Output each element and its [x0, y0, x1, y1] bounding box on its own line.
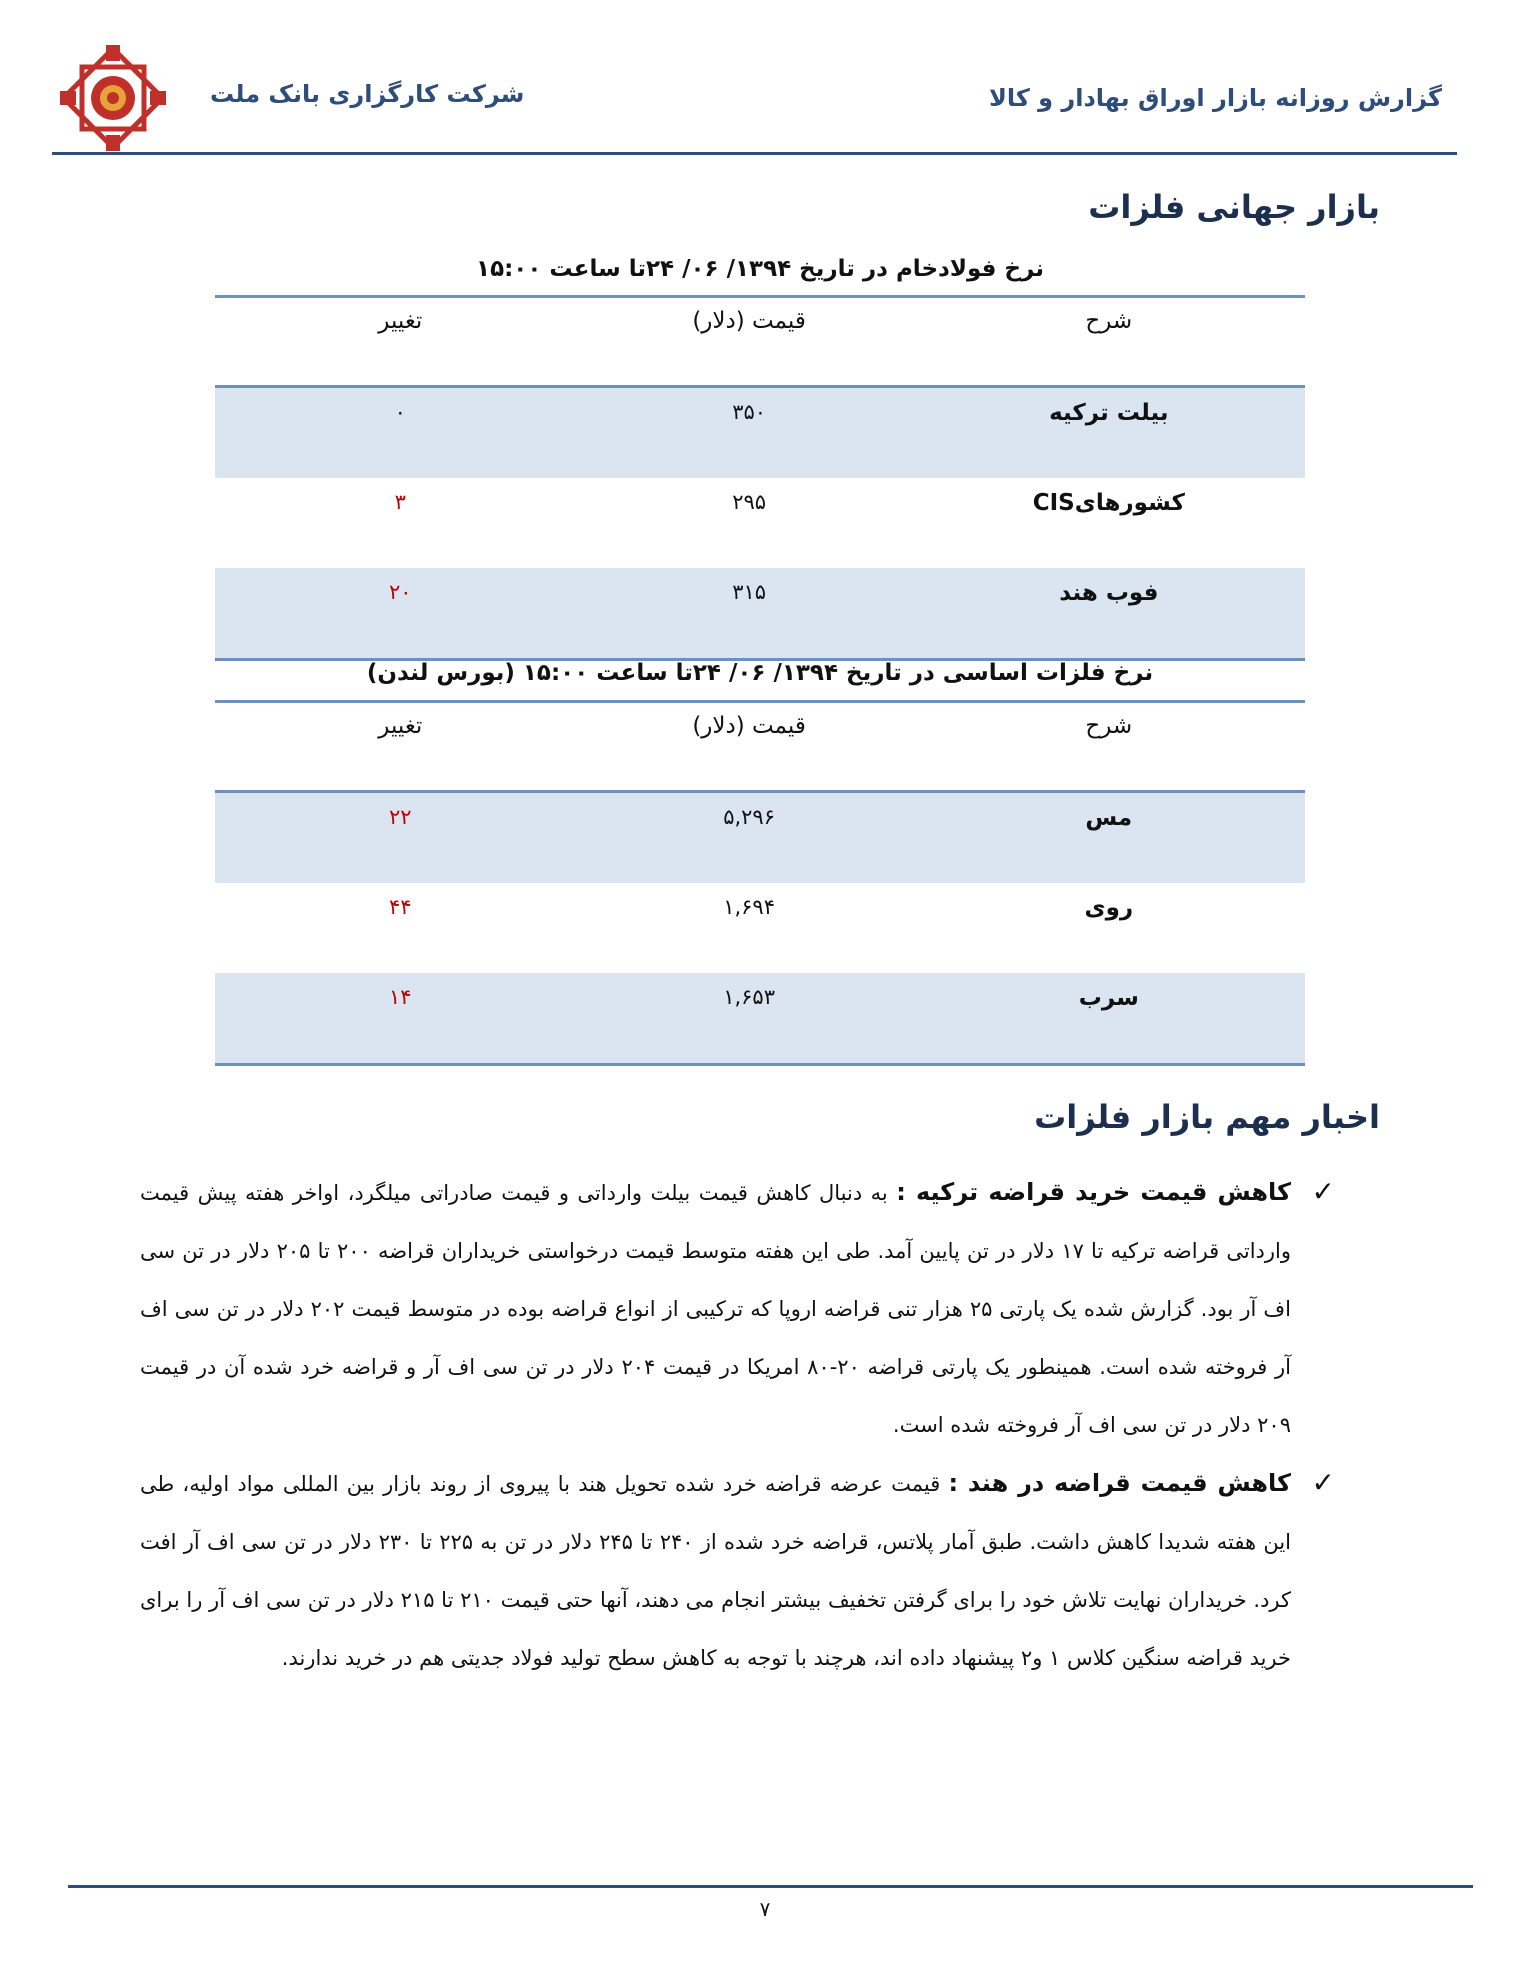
header-divider	[52, 152, 1457, 155]
table-header-row	[215, 702, 1305, 792]
row-desc: کشورهایCIS	[1032, 490, 1185, 516]
header-price: قیمت (دلار)	[586, 702, 913, 792]
row-change: ۲۲	[215, 792, 586, 884]
news-item	[140, 1454, 1335, 1687]
section-title-metals-news: اخبار مهم بازار فلزات	[1034, 1098, 1380, 1136]
news-headline: کاهش قیمت قراضه در هند :	[948, 1469, 1291, 1497]
table2-caption: نرخ فلزات اساسی در تاریخ ۱۳۹۴/ ۰۶/ ۲۴تا ساعت ۱۵:۰۰ (بورس لندن)	[366, 660, 1154, 686]
header-change: تغییر	[215, 702, 586, 792]
header-desc: شرح	[913, 297, 1305, 387]
row-desc: روی	[1084, 895, 1134, 921]
news-list	[140, 1163, 1335, 1687]
footer-divider	[68, 1885, 1473, 1888]
row-desc: بیلت ترکیه	[913, 387, 1305, 479]
row-desc: سرب	[913, 973, 1305, 1065]
header-desc: شرح	[913, 702, 1305, 792]
company-logo	[60, 45, 166, 151]
row-change: ۴۴	[389, 895, 412, 919]
news-body: قیمت عرضه قراضه خرد شده تحویل هند با پیروی از روند بازار بین المللی مواد اولیه، طی این هفته شدیدا کاهش داشت. طبق آمار پلاتس، قراضه خرد شده از ۲۴۰ تا ۲۴۵ دلار در تن به ۲۲۵ تا ۲۳۰ دلار در تن سی اف آر افت کرد. خریداران نهایت تلاش خود را برای گرفتن تخفیف بیشتر انجام می دهند، آنها حتی قیمت ۲۱۰ تا ۲۱۵ دلار در تن سی اف آر را برای خرید قراضه سنگین کلاس ۱ و۲ پیشنهاد داده اند، هرچند با توجه به کاهش سطح تولید فولاد جدیتی هم در خرید ندارند.	[140, 1472, 1291, 1670]
row-desc: مس	[913, 792, 1305, 884]
table-header-row	[215, 297, 1305, 387]
report-title: گزارش روزانه بازار اوراق بهادار و کالا	[988, 84, 1442, 112]
row-change: ۲۰	[215, 568, 586, 660]
row-change: ۰	[215, 387, 586, 479]
checkmark-icon: ✓	[1311, 1466, 1335, 1499]
steel-price-table	[215, 295, 1305, 661]
row-price: ۱,۶۵۳	[586, 973, 913, 1065]
news-item	[140, 1163, 1335, 1454]
base-metals-table	[215, 700, 1305, 1066]
page-number: ۷	[759, 1897, 771, 1921]
table-row	[215, 568, 1305, 660]
company-name: شرکت کارگزاری بانک ملت	[210, 80, 525, 108]
header-change: تغییر	[215, 297, 586, 387]
news-headline: کاهش قیمت خرید قراضه ترکیه :	[896, 1178, 1291, 1206]
row-change: ۱۴	[215, 973, 586, 1065]
row-price: ۱,۶۹۴	[723, 895, 775, 919]
table-row	[215, 478, 1305, 568]
row-price: ۳۱۵	[586, 568, 913, 660]
row-price: ۳۵۰	[586, 387, 913, 479]
row-change: ۳	[394, 490, 406, 514]
row-price: ۲۹۵	[732, 490, 767, 514]
table-row	[215, 883, 1305, 973]
news-body: به دنبال کاهش قیمت بیلت وارداتی و قیمت صادراتی میلگرد، اواخر هفته پیش قیمت وارداتی قراضه ترکیه تا ۱۷ دلار در تن پایین آمد. طی این هفته متوسط قیمت درخواستی خریداران قراضه ۲۰۰ تا ۲۰۵ دلار در تن سی اف آر بود. گزارش شده یک پارتی ۲۵ هزار تنی قراضه اروپا که ترکیبی از انواع قراضه بوده در متوسط قیمت ۲۰۲ دلار در تن سی اف آر فروخته شده است. همینطور یک پارتی قراضه ۲۰-۸۰ امریکا در قیمت ۲۰۴ دلار در تن سی اف آر و قراضه خرد شده آن در قیمت ۲۰۹ دلار در تن سی اف آر فروخته شده است.	[140, 1181, 1292, 1437]
table-row	[215, 973, 1305, 1065]
table-row	[215, 387, 1305, 479]
checkmark-icon: ✓	[1311, 1175, 1335, 1208]
row-desc: فوب هند	[913, 568, 1305, 660]
row-price: ۵,۲۹۶	[586, 792, 913, 884]
header-price: قیمت (دلار)	[586, 297, 913, 387]
table1-caption: نرخ فولادخام در تاریخ ۱۳۹۴/ ۰۶/ ۲۴تا ساعت ۱۵:۰۰	[476, 256, 1044, 282]
section-title-global-metals: بازار جهانی فلزات	[1088, 188, 1380, 226]
table-row	[215, 792, 1305, 884]
